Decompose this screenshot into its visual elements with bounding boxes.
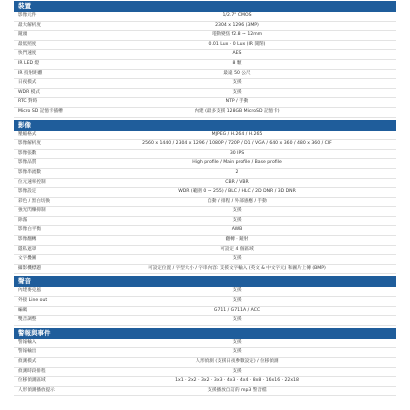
spec-label: 影像解析度 (18, 141, 41, 147)
spec-section (14, 120, 396, 275)
spec-section (14, 328, 396, 397)
spec-row (14, 98, 396, 108)
spec-row (14, 140, 396, 150)
spec-row (14, 226, 396, 236)
spec-row (14, 358, 396, 368)
spec-label: 內建麥克風 (18, 288, 41, 294)
spec-value: 2 (235, 169, 239, 175)
spec-value: 支援 (232, 349, 242, 355)
spec-label: 偵測模式 (18, 359, 37, 364)
spec-value: 支援 (232, 317, 242, 323)
spec-row (14, 60, 396, 70)
spec-label: 攝影機標題 (18, 265, 41, 271)
spec-value: NTP / 手動 (225, 99, 249, 105)
spec-label: 影像白平衡 (18, 227, 41, 233)
spec-value: High profile / Main profile / Base profile (192, 160, 282, 166)
spec-row (14, 368, 396, 378)
spec-row (14, 31, 396, 41)
spec-row (14, 150, 396, 160)
spec-row (14, 287, 396, 297)
spec-row (14, 198, 396, 208)
spec-label: 文字疊圖 (18, 256, 37, 262)
spec-row (14, 50, 396, 60)
spec-label: 影像張數 (18, 150, 37, 156)
spec-value: 可設定 4 個區域 (220, 246, 254, 252)
spec-value: 1x1 · 2x2 · 3x2 · 3x3 · 4x3 · 4x4 · 8x8 · 16x16 · 22x18 (175, 378, 299, 384)
spec-label: RTC 對時 (18, 99, 38, 105)
spec-label: 位元速率控制 (18, 179, 46, 185)
spec-value: AWB (231, 227, 243, 233)
spec-value: 人形偵測 (支援日夜參數設定) / 位移偵測 (195, 359, 279, 364)
spec-label: 編碼 (18, 307, 28, 313)
spec-row (14, 307, 396, 317)
spec-value: CBR / VBR (225, 179, 249, 185)
spec-row (14, 41, 396, 51)
spec-row (14, 316, 396, 326)
spec-row (14, 348, 396, 358)
spec-value: 8 顆 (232, 60, 242, 66)
spec-value: 1/2.7" CMOS (222, 13, 252, 18)
spec-label: 壓縮格式 (18, 131, 37, 137)
section-header: 警報與事件 (14, 328, 396, 339)
spec-label: 除霧 (18, 217, 28, 223)
spec-section (14, 1, 396, 118)
spec-row (14, 207, 396, 217)
section-header: 聲音 (14, 276, 396, 287)
spec-value: 2560 x 1440 / 2304 x 1296 / 1080P / 720P / D1 / VGA / 640 x 360 / 480 x 360 / CIF (142, 141, 332, 147)
spec-value: 支援 (232, 288, 242, 294)
spec-row (14, 79, 396, 89)
spec-value: 支援 (232, 339, 242, 345)
spec-value: WDR (範圍 0 ~ 255) / BLC / HLC / 2D DNR / 3D DNR (178, 189, 296, 195)
spec-label: Micro SD 記憶卡插槽 (18, 108, 63, 114)
spec-value: 支援 (232, 368, 242, 374)
spec-value: 2304 x 1296 (3MP) (215, 22, 259, 28)
spec-label: 彩色 / 黑白切換 (18, 198, 51, 204)
spec-label: 隱私遮罩 (18, 246, 37, 252)
spec-label: 最低照度 (18, 41, 37, 47)
spec-sheet (14, 0, 396, 398)
spec-label: 影像元件 (18, 13, 37, 18)
spec-value: 可設定位置 / 字型大小 / 字串內容: 支援文字輸入 (英文 & 中文字元) 和圖片上傳 (BMP) (148, 265, 326, 271)
spec-label: WDR 模式 (18, 89, 40, 95)
spec-row (14, 169, 396, 179)
section-header: 影像 (14, 120, 396, 131)
spec-label: 日夜模式 (18, 80, 37, 86)
spec-value: 翻轉 · 鏡射 (225, 237, 249, 243)
spec-label: 人形偵測播放提示 (18, 387, 55, 393)
spec-row (14, 108, 396, 118)
spec-value: 最遠 50 公尺 (223, 70, 251, 76)
spec-row (14, 236, 396, 246)
spec-label: 強光閃爍抑制 (18, 208, 46, 214)
section-header: 裝置 (14, 1, 396, 12)
spec-label: 雙音調整 (18, 317, 37, 323)
spec-value: 支援 (232, 217, 242, 223)
spec-value: 自動 / 排程 / 外部感應 / 手動 (207, 198, 267, 204)
spec-section (14, 276, 396, 325)
spec-row (14, 22, 396, 32)
spec-label: IR LED 燈 (18, 60, 40, 66)
spec-row (14, 246, 396, 256)
spec-value: 內建 (最多支援 128GB MicroSD 記憶卡) (194, 108, 280, 114)
spec-value: 30 IPS (229, 150, 245, 156)
spec-label: 警報輸入 (18, 339, 37, 345)
spec-value: G711 / G711A / ACC (213, 307, 261, 313)
spec-row (14, 12, 396, 22)
spec-value: 支援播放自訂的 mp3 警音檔 (207, 387, 267, 393)
spec-value: 支援 (232, 89, 242, 95)
spec-label: 鏡頭 (18, 32, 28, 38)
spec-value: 支援 (232, 80, 242, 86)
spec-row (14, 255, 396, 265)
spec-label: 位移偵測區域 (18, 378, 46, 384)
spec-row (14, 179, 396, 189)
spec-label: 影像品質 (18, 160, 37, 166)
spec-row (14, 159, 396, 169)
spec-row (14, 217, 396, 227)
spec-row (14, 70, 396, 80)
spec-value: MJPEG / H.264 / H.265 (211, 131, 263, 137)
spec-label: 外接 Line out (18, 298, 48, 304)
spec-row (14, 265, 396, 275)
spec-label: 最大解析度 (18, 22, 41, 28)
spec-value: 支援 (232, 208, 242, 214)
spec-value: 0.01 Lux · 0 Lux (IR 開閉) (208, 41, 266, 47)
spec-value: 支援 (232, 298, 242, 304)
spec-label: IR 投射距離 (18, 70, 43, 76)
spec-value: AES (232, 51, 242, 57)
spec-value: 支援 (232, 256, 242, 262)
spec-row (14, 377, 396, 387)
spec-label: 警報輸出 (18, 349, 37, 355)
spec-label: 快門速度 (18, 51, 37, 57)
spec-label: 影像翻轉 (18, 237, 37, 243)
spec-label: 影像設定 (18, 189, 37, 195)
spec-label: 偵測時段排程 (18, 368, 46, 374)
spec-row (14, 387, 396, 397)
spec-row (14, 131, 396, 141)
spec-label: 影像串流數 (18, 169, 41, 175)
spec-row (14, 339, 396, 349)
spec-row (14, 188, 396, 198)
spec-row (14, 89, 396, 99)
spec-value: 電動變焦 f2.8 ~ 12mm (211, 32, 263, 38)
spec-row (14, 297, 396, 307)
